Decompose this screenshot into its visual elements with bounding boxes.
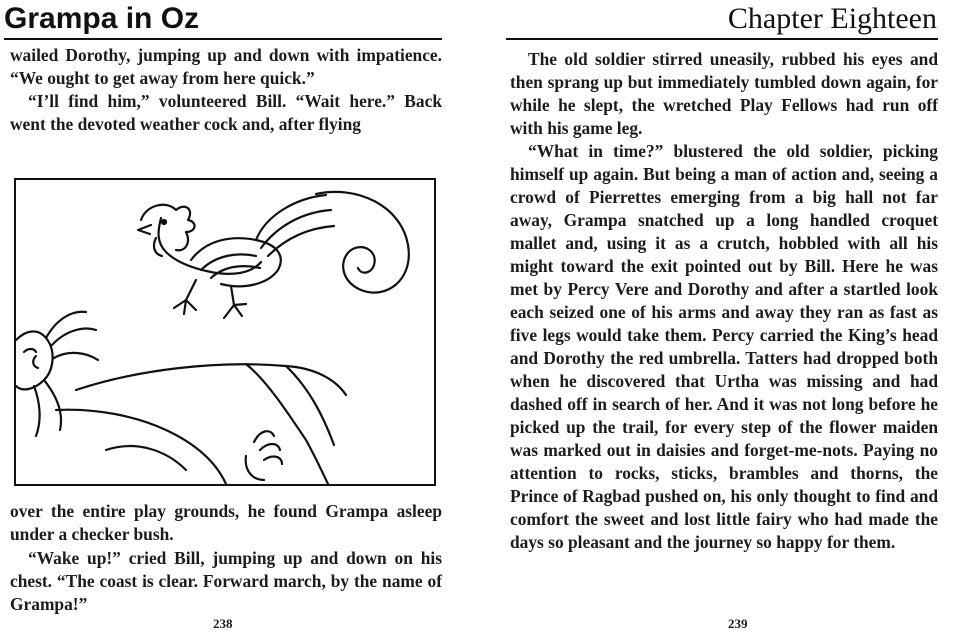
paragraph-continued: wailed Dorothy, jumping up and down with impatience. “We ought to get away from here quick.” bbox=[10, 45, 442, 88]
right-page bbox=[480, 0, 953, 636]
rooster-illustration bbox=[14, 178, 436, 486]
paragraph: “What in time?” blustered the old soldier, picking himself up again. But being a man of action and, seeing a crowd of Pierrettes emerging from a big hall not far away, Grampa snatched up a long handled croquet mallet and, using it as a crutch, hobbled with all his might toward the exit pointed out by Bill. Here he was met by Percy Vere and Dorothy and after a startled look each seized one of his arms and away they ran as fast as five legs would take them. Percy carried the King’s head and Dorothy the red umbrella. Tatters had dropped both when he discovered that Urtha was missing and had dashed off in search of her. And it was not long before he picked up the trail, for every step of the flower maiden was marked out in daisies and forget-me-nots. Paying no attention to rocks, sticks, brambles and thorns, the Prince of Ragbad pushed on, his only thought to find and comfort the sweet and lost little fairy who had made the days so pleasant and the journey so happy for them. bbox=[510, 141, 938, 552]
page-number: 238 bbox=[213, 616, 233, 631]
left-page bbox=[0, 0, 460, 636]
running-head-chapter-title: Chapter Eighteen bbox=[727, 2, 937, 35]
paragraph-continued: over the entire play grounds, he found Grampa asleep under a checker bush. bbox=[10, 501, 442, 544]
page-number: 239 bbox=[728, 616, 748, 631]
rooster-weathercock-icon bbox=[16, 180, 434, 484]
header-rule bbox=[4, 38, 442, 40]
paragraph: “Wake up!” cried Bill, jumping up and down on his chest. “The coast is clear. Forward march, by the name of Grampa!” bbox=[10, 548, 442, 614]
paragraph: “I’ll find him,” volunteered Bill. “Wait here.” Back went the devoted weather cock and, after flying bbox=[10, 91, 442, 134]
paragraph: The old soldier stirred uneasily, rubbed his eyes and then sprang up but immediately tumbled down again, for while he slept, the wretched Play Fellows had run off with his game leg. bbox=[510, 49, 938, 138]
header-rule bbox=[506, 38, 938, 40]
running-head-book-title: Grampa in Oz bbox=[4, 2, 200, 35]
